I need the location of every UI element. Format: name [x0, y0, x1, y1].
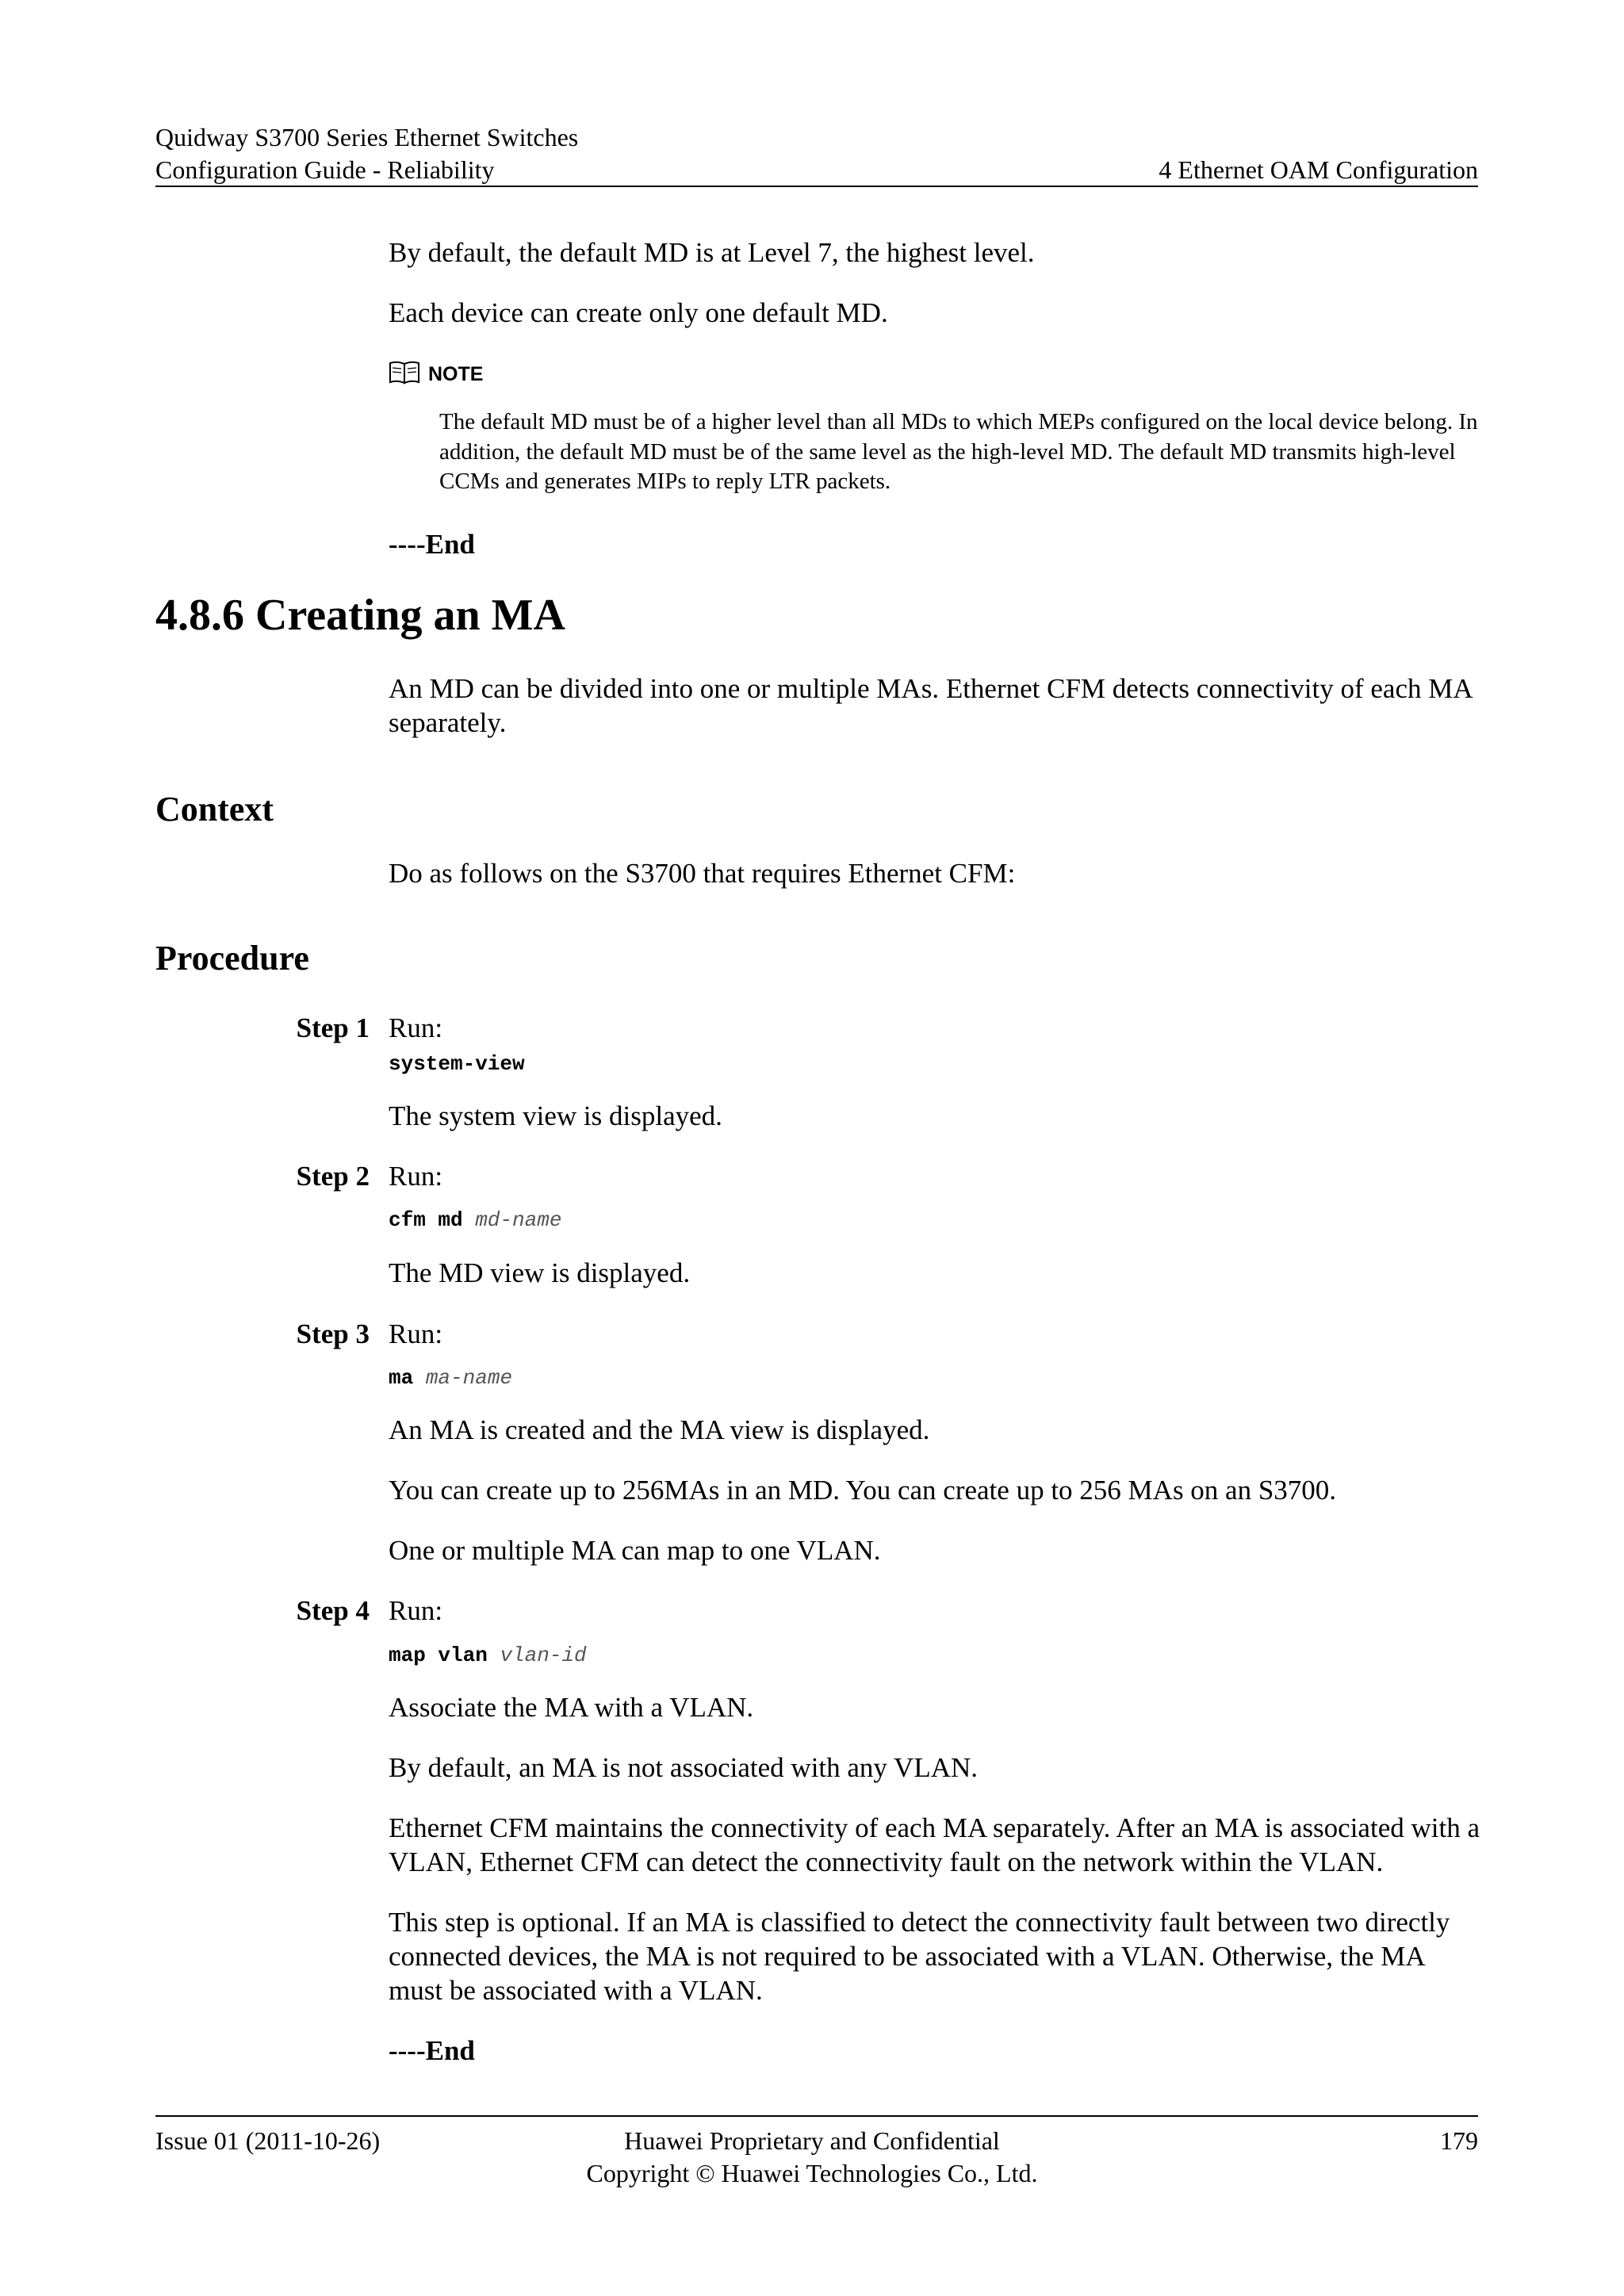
- step-3-paragraph-2: You can create up to 256MAs in an MD. You can create up to 256 MAs on an S3700.: [389, 1475, 1337, 1506]
- footer-issue: Issue 01 (2011-10-26): [155, 2126, 381, 2155]
- step-4-command-keyword: map vlan: [389, 1644, 488, 1667]
- header-guide: Configuration Guide - Reliability: [155, 155, 495, 184]
- header-chapter: 4 Ethernet OAM Configuration: [1159, 155, 1478, 184]
- step-1-command: [389, 1051, 525, 1077]
- header-rule: [155, 186, 1478, 187]
- step-3-paragraph-3: One or multiple MA can map to one VLAN.: [389, 1535, 881, 1566]
- step-1-command-keyword: system-view: [389, 1052, 525, 1076]
- step-4-paragraph-4: This step is optional. If an MA is classified to detect the connectivity fault between two directly connected devices, the MA is not required to be associated with a VLAN. Otherwise, the MA must be associated with a VLAN.: [389, 1907, 1450, 2006]
- section-title: 4.8.6 Creating an MA: [155, 591, 565, 640]
- section-lead: An MD can be divided into one or multiple MAs. Ethernet CFM detects connectivity of each MA separately.: [389, 673, 1472, 738]
- step-4-paragraph-2: By default, an MA is not associated with any VLAN.: [389, 1752, 978, 1783]
- step-2-run: Run:: [389, 1161, 443, 1192]
- note-label-text: NOTE: [428, 363, 484, 386]
- step-1-result: The system view is displayed.: [389, 1100, 722, 1131]
- step-3-command-argument: ma-name: [425, 1366, 513, 1390]
- step-3-run: Run:: [389, 1318, 443, 1349]
- step-1-run: Run:: [389, 1012, 443, 1043]
- step-2-result: The MD view is displayed.: [389, 1257, 691, 1288]
- step-3-command: [389, 1365, 512, 1391]
- step-3-label: Step 3: [296, 1318, 370, 1349]
- step-4-command: [389, 1643, 587, 1668]
- step-4-run: Run:: [389, 1595, 443, 1626]
- step-2-command: [389, 1207, 561, 1233]
- step-2-label: Step 2: [296, 1161, 370, 1192]
- step-3-command-keyword: ma: [389, 1366, 414, 1390]
- intro-paragraph-2: Each device can create only one default MD.: [389, 297, 888, 328]
- context-heading: Context: [155, 790, 274, 828]
- procedure-heading: Procedure: [155, 939, 309, 978]
- step-4-paragraph-1: Associate the MA with a VLAN.: [389, 1692, 754, 1723]
- footer-copyright: Copyright © Huawei Technologies Co., Ltd.: [586, 2159, 1038, 2187]
- step-2-command-keyword: cfm md: [389, 1208, 463, 1232]
- context-text: Do as follows on the S3700 that requires Ethernet CFM:: [389, 858, 1016, 889]
- step-2-command-argument: md-name: [475, 1208, 562, 1232]
- intro-paragraph-1: By default, the default MD is at Level 7, the highest level.: [389, 237, 1035, 268]
- header-product: Quidway S3700 Series Ethernet Switches: [155, 123, 579, 151]
- footer-rule: [155, 2115, 1478, 2117]
- step-1-label: Step 1: [296, 1012, 370, 1043]
- step-4-label: Step 4: [296, 1595, 370, 1626]
- footer-confidential: Huawei Proprietary and Confidential: [624, 2126, 1000, 2155]
- step-3-paragraph-1: An MA is created and the MA view is displayed.: [389, 1414, 930, 1445]
- book-icon: [389, 360, 420, 391]
- footer-page-number: 179: [1440, 2126, 1478, 2155]
- note-text: The default MD must be of a higher level than all MDs to which MEPs configured on the local device belong. In addition, the default MD must be of the same level as the high-level MD. The default MD transmits high-level CCMs and generates MIPs to reply LTR packets.: [439, 409, 1478, 494]
- step-4-command-argument: vlan-id: [500, 1644, 587, 1667]
- step-4-paragraph-3: Ethernet CFM maintains the connectivity of each MA separately. After an MA is associated with a VLAN, Ethernet CFM can detect the connectivity fault on the network within the VLAN.: [389, 1812, 1480, 1877]
- note-label: [389, 360, 483, 391]
- intro-end-marker: ----End: [389, 529, 475, 560]
- procedure-end-marker: ----End: [389, 2035, 475, 2066]
